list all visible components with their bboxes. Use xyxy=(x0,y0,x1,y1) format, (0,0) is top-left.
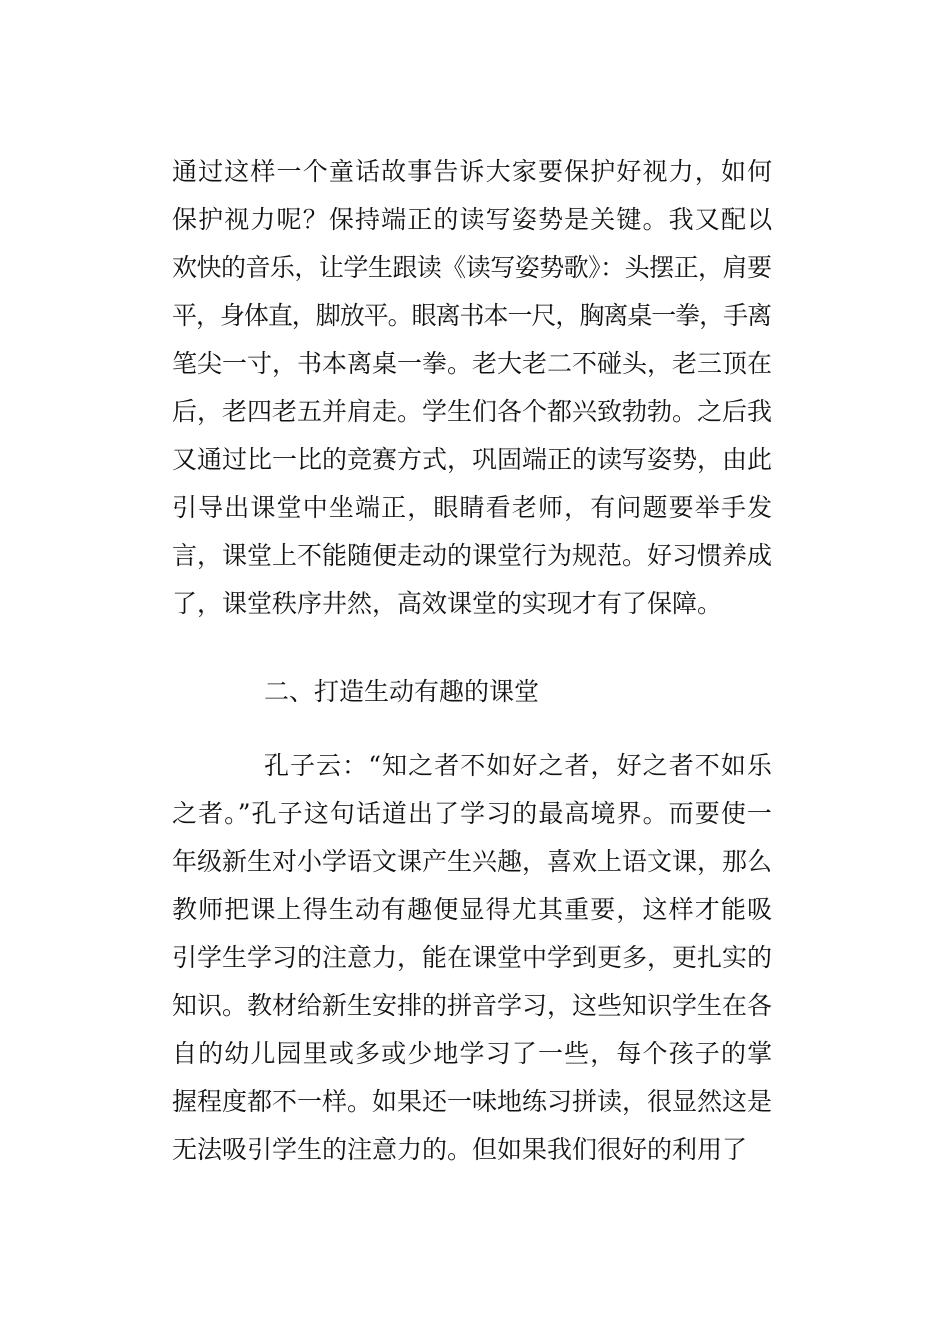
paragraph-1-line: 笔尖一寸，书本离桌一拳。老大老二不碰头，老三顶在 xyxy=(172,349,773,378)
paragraph-1-line: 又通过比一比的竞赛方式，巩固端正的读写姿势，由此 xyxy=(172,445,773,474)
paragraph-2-line: 之者。”孔子这句话道出了学习的最高境界。而要使一 xyxy=(172,799,773,828)
paragraph-1-line: 通过这样一个童话故事告诉大家要保护好视力，如何 xyxy=(172,157,774,186)
paragraph-1-line: 欢快的音乐，让学生跟读《读写姿势歌》：头摆正，肩要 xyxy=(172,253,772,282)
paragraph-1-line: 引导出课堂中坐端正，眼睛看老师，有问题要举手发 xyxy=(172,493,774,522)
paragraph-2-line: 引学生学习的注意力，能在课堂中学到更多，更扎实的 xyxy=(172,943,773,972)
paragraph-2 xyxy=(172,742,772,1174)
paragraph-2-line: 自的幼儿园里或多或少地学习了一些，每个孩子的掌 xyxy=(172,1039,774,1068)
paragraph-2-line: 孔子云：“知之者不如好之者，好之者不如乐 xyxy=(264,751,773,780)
paragraph-1-line: 了，课堂秩序井然，高效课堂的实现才有了保障。 xyxy=(172,589,723,618)
paragraph-1-line: 保护视力呢？保持端正的读写姿势是关键。我又配以 xyxy=(172,205,774,234)
paragraph-2-line: 握程度都不一样。如果还一味地练习拼读，很显然这是 xyxy=(172,1087,773,1116)
paragraph-2-line: 教师把课上得生动有趣便显得尤其重要，这样才能吸 xyxy=(172,895,774,924)
paragraph-2-line: 年级新生对小学语文课产生兴趣，喜欢上语文课，那么 xyxy=(172,847,773,876)
paragraph-2-line: 无法吸引学生的注意力的。但如果我们很好的利用了 xyxy=(172,1135,748,1164)
paragraph-1-line: 后，老四老五并肩走。学生们各个都兴致勃勃。之后我 xyxy=(172,397,773,426)
section-heading: 二、打造生动有趣的课堂 xyxy=(264,677,540,706)
paragraph-1-line: 言，课堂上不能随便走动的课堂行为规范。好习惯养成 xyxy=(172,541,773,570)
paragraph-1 xyxy=(172,148,772,628)
section-heading-container xyxy=(172,668,772,716)
paragraph-2-line: 知识。教材给新生安排的拼音学习，这些知识学生在各 xyxy=(172,991,773,1020)
paragraph-1-line: 平，身体直，脚放平。眼离书本一尺，胸离桌一拳，手离 xyxy=(172,301,772,330)
